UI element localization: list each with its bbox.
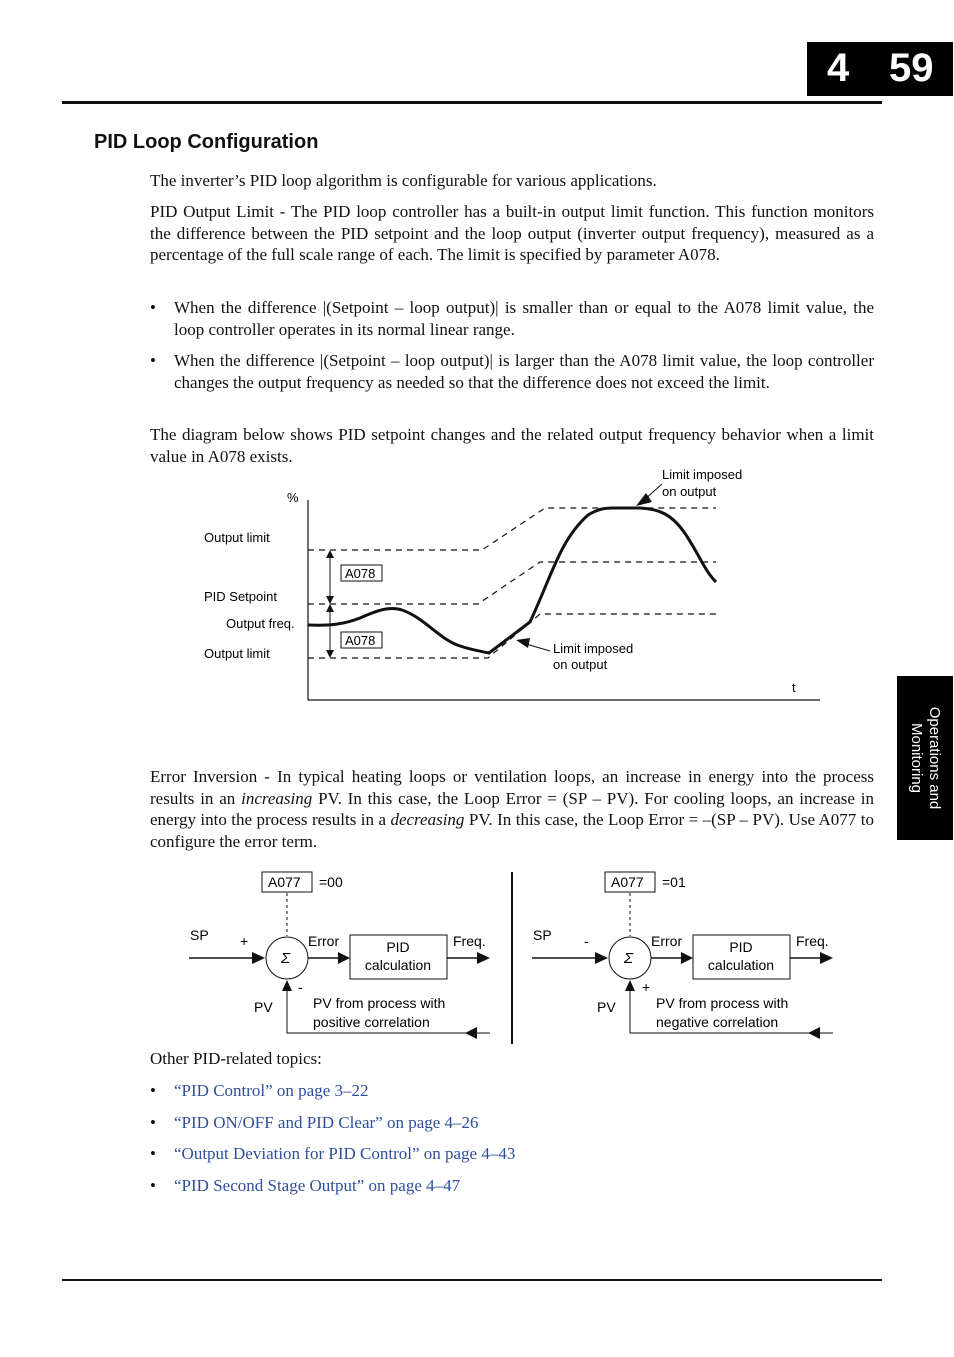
note-bottom-line1: Limit imposed	[553, 641, 634, 656]
intro-paragraph: The inverter’s PID loop algorithm is configurable for various applications.	[150, 171, 657, 190]
side-tab-line2: Monitoring	[908, 722, 925, 794]
arrow-head	[326, 604, 334, 612]
param-value: =00	[319, 874, 343, 890]
pid-block-line2: calculation	[364, 957, 432, 973]
label-output-limit-lower: Output limit	[204, 646, 270, 661]
bullet-text: When the difference |(Setpoint – loop output)| is smaller than or equal to the A078 limit value, the loop controller operates in its normal linear range.	[174, 298, 874, 339]
param-label: A077	[268, 874, 301, 890]
chapter-side-tab	[897, 676, 953, 840]
bullet-dot: •	[150, 298, 156, 317]
arrow-head	[808, 1027, 820, 1039]
note-bottom-line2: on output	[553, 657, 608, 672]
arrow-head	[326, 596, 334, 604]
sign-top: +	[240, 933, 249, 949]
page-number: 59	[889, 46, 934, 90]
related-link[interactable]: “PID Second Stage Output” on page 4–47	[174, 1176, 461, 1195]
y-unit-label: %	[287, 490, 299, 505]
side-tab-line1: Operations and	[926, 706, 943, 810]
related-topics-heading: Other PID-related topics:	[150, 1049, 322, 1068]
output-limit-diagram	[195, 462, 835, 712]
arrow-head	[516, 638, 530, 648]
feedback-label-line2: negative correlation	[656, 1014, 779, 1030]
sigma-symbol: Σ	[624, 950, 633, 967]
arrow-head	[595, 952, 608, 964]
arrow-head	[820, 952, 833, 964]
error-inversion-text: In typical heating loops or ventilation loops, an increase in energy into the process results in an	[150, 767, 874, 808]
param-value: =01	[662, 874, 686, 890]
arrow-head	[681, 952, 693, 964]
bullet-dot: •	[150, 1176, 156, 1195]
header-rule	[62, 101, 882, 104]
emphasis-increasing: increasing	[241, 788, 313, 808]
pid-block-line1: PID	[386, 939, 410, 955]
emphasis-decreasing: decreasing	[390, 810, 465, 830]
param-label-lower: A078	[345, 633, 376, 648]
note-bottom-pointer	[526, 644, 550, 651]
block-diagram-left	[189, 872, 490, 1039]
note-top-line2: on output	[662, 484, 717, 499]
footer-rule	[62, 1279, 882, 1281]
freq-label: Freq.	[796, 933, 829, 949]
error-inversion-block-diagrams	[185, 866, 845, 1050]
chapter-number: 4	[827, 46, 850, 90]
arrow-head	[326, 650, 334, 658]
arrow-head	[465, 1027, 477, 1039]
pid-block-line1: PID	[729, 939, 753, 955]
output-limit-text: The PID loop controller has a built-in output limit function. This function monitors the difference between the PID setpoint and the loop output (inverter output frequency), measured as a percentage of the full scale range of each. The limit is specified by parameter A078.	[150, 202, 874, 265]
error-label: Error	[308, 933, 340, 949]
freq-label: Freq.	[453, 933, 486, 949]
sign-top: -	[584, 933, 589, 949]
pv-label: PV	[597, 999, 616, 1015]
arrow-head	[282, 980, 292, 991]
error-inversion-text: PV. In this case, the Loop Error = (SP – PV). For cooling loops, an increase in energy into the process results in a	[150, 788, 874, 830]
error-inversion-text: PV. In this case, the Loop Error = –(SP – PV). Use A077 to configure the error term.	[150, 810, 874, 852]
feedback-label-line1: PV from process with	[656, 995, 789, 1011]
related-link[interactable]: “Output Deviation for PID Control” on page 4–43	[174, 1144, 516, 1163]
arrow-head	[477, 952, 490, 964]
sp-label: SP	[533, 927, 552, 943]
note-top-line1: Limit imposed	[662, 467, 743, 482]
bullet-dot: •	[150, 351, 156, 370]
x-unit-label: t	[792, 680, 796, 695]
related-link[interactable]: “PID Control” on page 3–22	[174, 1081, 369, 1100]
arrow-head	[326, 550, 334, 558]
upper-limit-line	[308, 508, 716, 550]
arrow-head	[338, 952, 350, 964]
pid-block-line2: calculation	[707, 957, 775, 973]
sp-label: SP	[190, 927, 209, 943]
feedback-label-line2: positive correlation	[313, 1014, 430, 1030]
param-label-upper: A078	[345, 566, 376, 581]
sigma-symbol: Σ	[281, 950, 290, 967]
diagram-intro-paragraph: The diagram below shows PID setpoint changes and the related output frequency behavior when a limit value in A078 exists.	[150, 425, 874, 466]
output-limit-lead: PID Output Limit -	[150, 202, 286, 221]
sign-bottom: +	[642, 979, 651, 995]
label-pid-setpoint: PID Setpoint	[204, 589, 277, 604]
arrow-head	[252, 952, 265, 964]
bullet-text: When the difference |(Setpoint – loop output)| is larger than the A078 limit value, the loop controller changes the output frequency as needed so that the difference does not exceed the limit.	[174, 351, 874, 392]
error-label: Error	[651, 933, 683, 949]
bullet-dot: •	[150, 1113, 156, 1132]
section-title: PID Loop Configuration	[94, 131, 319, 153]
error-inversion-paragraph	[150, 766, 874, 853]
arrow-head	[625, 980, 635, 991]
label-output-freq: Output freq.	[226, 616, 295, 631]
block-diagram-right	[532, 872, 833, 1039]
label-output-limit-upper: Output limit	[204, 530, 270, 545]
feedback-label-line1: PV from process with	[313, 995, 446, 1011]
sign-bottom: -	[298, 979, 303, 995]
bullet-dot: •	[150, 1081, 156, 1100]
error-inversion-lead: Error Inversion -	[150, 767, 270, 786]
page-number-tab	[807, 42, 953, 96]
related-link[interactable]: “PID ON/OFF and PID Clear” on page 4–26	[174, 1113, 479, 1132]
bullet-dot: •	[150, 1144, 156, 1163]
pv-label: PV	[254, 999, 273, 1015]
param-label: A077	[611, 874, 644, 890]
output-limit-paragraph	[150, 201, 874, 266]
